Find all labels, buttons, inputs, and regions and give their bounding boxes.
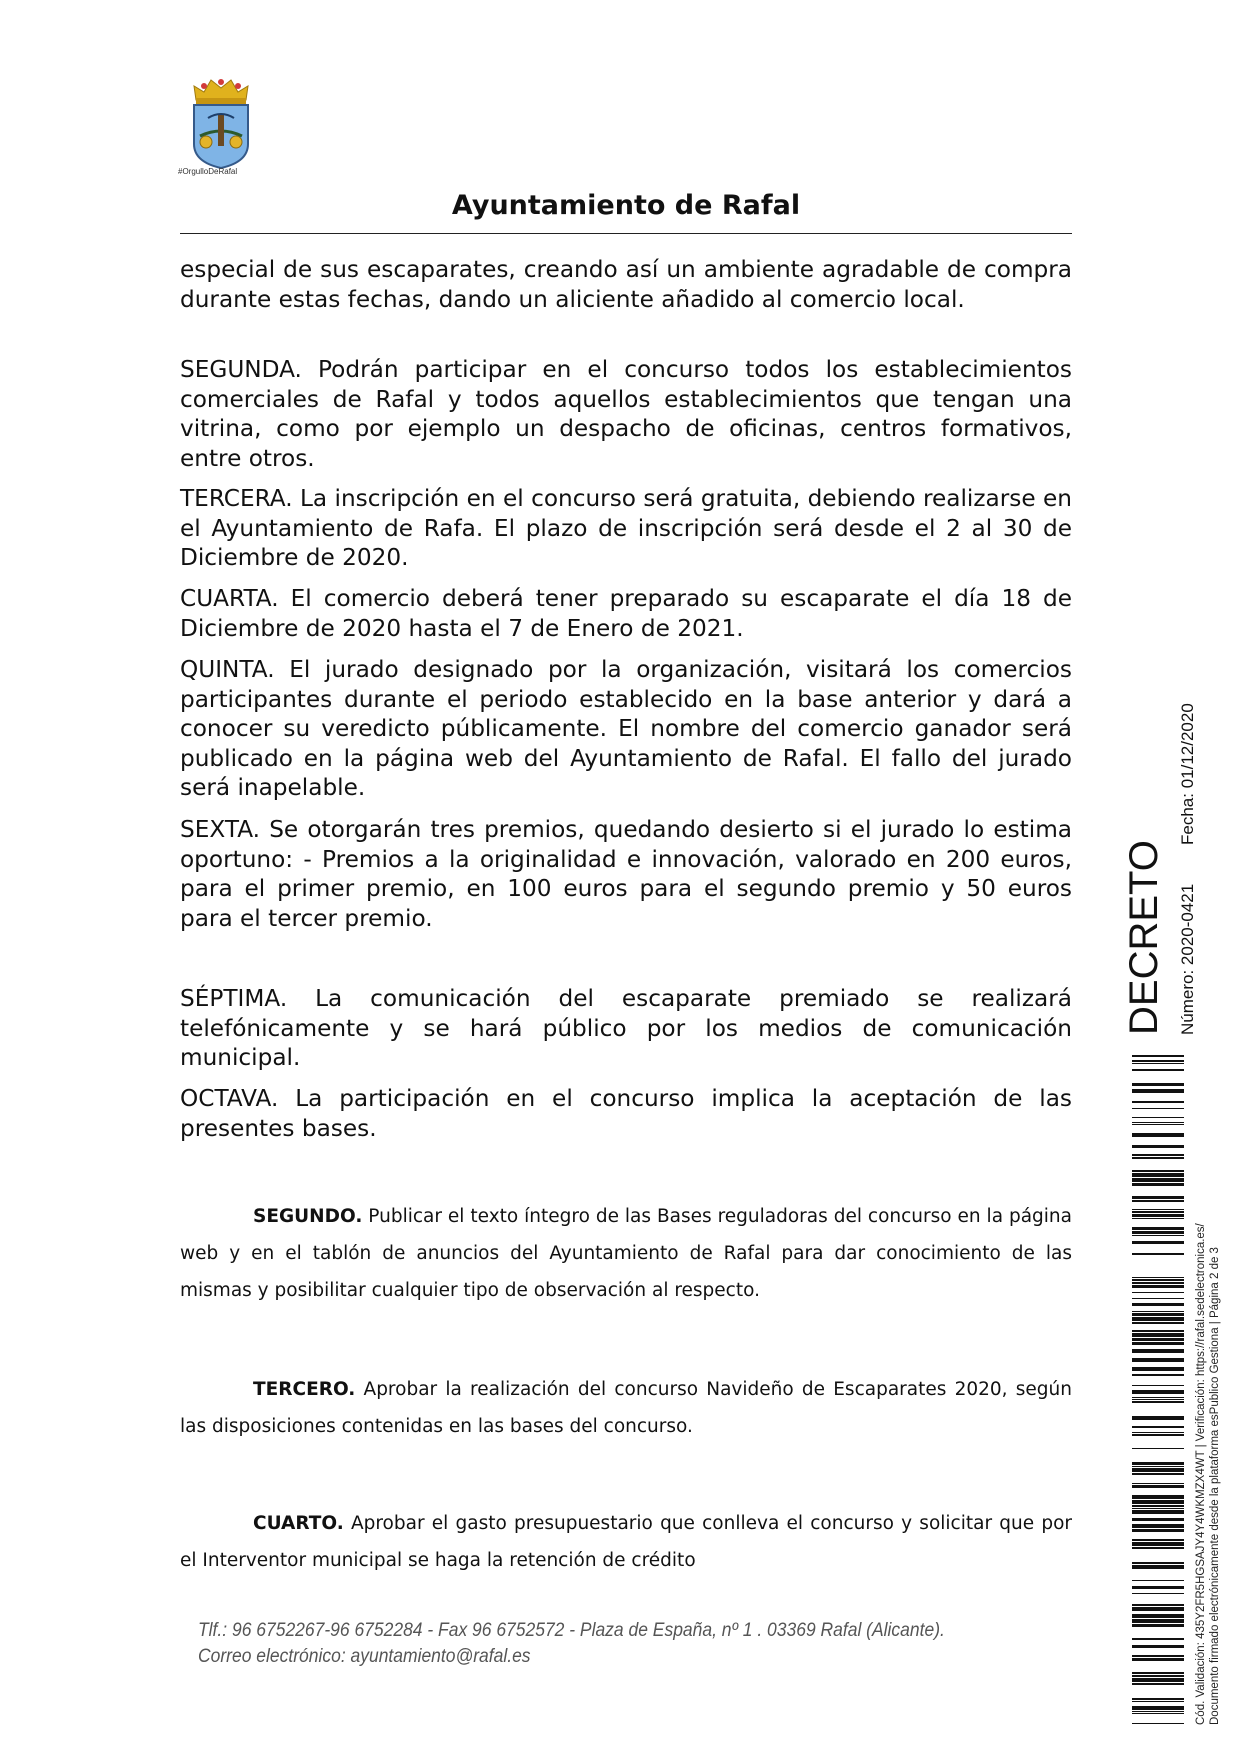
page-title: Ayuntamiento de Rafal: [451, 190, 801, 221]
resolution-label: CUARTO.: [253, 1513, 344, 1534]
signature-note: Documento firmado electrónicamente desde la plataforma esPublico Gestiona | Página 2 de 3: [1209, 1247, 1221, 1725]
article-paragraph: TERCERA. La inscripción en el concurso será gratuita, debiendo realizarse en el Ayuntamiento de Rafa. El plazo de inscripción será desde el 2 al 30 de Diciembre de 2020.: [180, 485, 1072, 571]
decree-stamp-title: DECRETO: [1122, 840, 1166, 1035]
article-paragraph: SÉPTIMA. La comunicación del escaparate premiado se realizará telefónicamente y se hará público por los medios de comunicación municipal.: [180, 985, 1072, 1071]
article-paragraph: SEXTA. Se otorgarán tres premios, quedando desierto si el jurado lo estima oportuno: - Premios a la originalidad e innovación, valorado en 200 euros, para el primer premio, en 100 euros para el segundo premio y 50 euros para el tercer premio.: [180, 816, 1072, 932]
resolution-label: SEGUNDO.: [253, 1206, 363, 1227]
footer-contact: Tlf.: 96 6752267-96 6752284 - Fax 96 6752572 - Plaza de España, nº 1 . 03369 Rafal (Alicante).: [198, 1620, 945, 1641]
header-divider: [180, 233, 1072, 234]
resolution-paragraph: [180, 1371, 1072, 1445]
article-paragraph: SEGUNDA. Podrán participar en el concurso todos los establecimientos comerciales de Rafal y todos aquellos establecimientos que tengan una vitrina, como por ejemplo un despacho de oficinas, centros formativos, entre otros.: [180, 356, 1072, 472]
article-paragraph: especial de sus escaparates, creando así un ambiente agradable de compra durante estas fechas, dando un aliciente añadido al comercio local.: [180, 256, 1072, 313]
resolution-paragraph: [180, 1505, 1072, 1579]
resolution-label: TERCERO.: [253, 1379, 356, 1400]
article-paragraph: OCTAVA. La participación en el concurso implica la aceptación de las presentes bases.: [180, 1085, 1072, 1142]
footer-email: Correo electrónico: ayuntamiento@rafal.es: [198, 1646, 531, 1667]
article-paragraph: CUARTA. El comercio deberá tener preparado su escaparate el día 18 de Diciembre de 2020 hasta el 7 de Enero de 2021.: [180, 585, 1072, 642]
coat-of-arms-logo: [178, 74, 264, 180]
decree-date: Fecha: 01/12/2020: [1178, 703, 1197, 845]
verification-code: Cód. Validación: 435Y2FR5HGSAJY4Y4WKMZX4WT | Verificación: https://rafal.sedelectronica.es/: [1195, 1223, 1207, 1725]
decree-number: Número: 2020-0421: [1178, 883, 1197, 1035]
resolution-text: Aprobar el gasto presupuestario que conlleva el concurso y solicitar que por el Interventor municipal se haga la retención de crédito: [180, 1513, 1072, 1571]
resolution-text: Publicar el texto íntegro de las Bases reguladoras del concurso en la página web y en el tablón de anuncios del Ayuntamiento de Rafal para dar conocimiento de las mismas y posibilitar cualquier tipo de observación al respecto.: [180, 1206, 1072, 1301]
resolution-text: Aprobar la realización del concurso Navideño de Escaparates 2020, según las disposiciones contenidas en las bases del concurso.: [180, 1379, 1072, 1437]
resolution-paragraph: [180, 1198, 1072, 1309]
page-footer: [198, 1618, 945, 1670]
barcode-icon: [1132, 1055, 1184, 1725]
hashtag-text: #OrgulloDeRafal: [178, 167, 238, 176]
article-paragraph: QUINTA. El jurado designado por la organización, visitará los comercios participantes durante el periodo establecido en la base anterior y dará a conocer su veredicto públicamente. El nombre del comercio ganador será publicado en la página web del Ayuntamiento de Rafal. El fallo del jurado será inapelable.: [180, 656, 1072, 801]
